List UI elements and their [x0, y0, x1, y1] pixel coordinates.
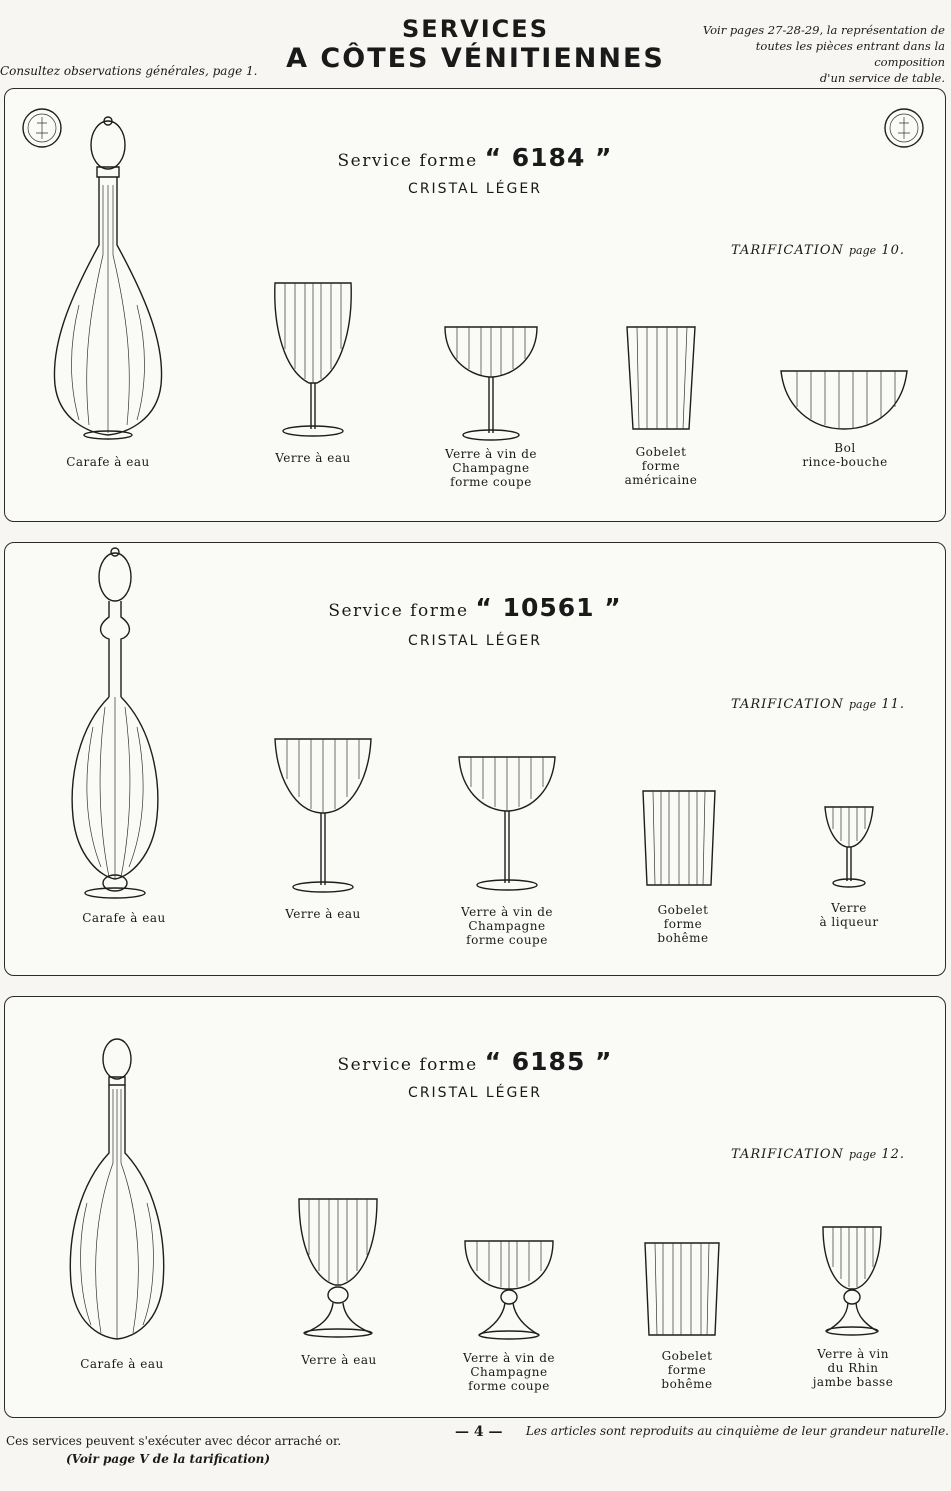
item-caption: Gobelet forme américaine [624, 445, 698, 487]
champagne-coupe-illustration [461, 1237, 557, 1341]
title-line-1: SERVICES [402, 15, 549, 43]
tumbler-illustration [643, 1241, 721, 1339]
item-caption: Gobelet forme bohême [661, 1349, 713, 1391]
service-panel-6185 [4, 996, 946, 1418]
tarification-ref: TARIFICATION page 11. [730, 697, 905, 712]
item-caption: Verre à vin de Champagne forme coupe [461, 905, 553, 947]
carafe-illustration [63, 1033, 171, 1343]
service-title: Service forme “ 6184 ” [337, 143, 613, 172]
item-caption: Bol rince-bouche [802, 441, 888, 469]
water-glass-illustration [271, 735, 375, 895]
footer-note: Ces services peuvent s'exécuter avec décor arraché or. (Voir page V de la tarification) [6, 1434, 342, 1466]
tarification-ref: TARIFICATION page 12. [730, 1147, 905, 1162]
item-caption: Verre à vin du Rhin jambe basse [812, 1347, 894, 1389]
service-panel-6184 [4, 88, 946, 522]
item-caption: Carafe à eau [66, 455, 150, 469]
rhine-wine-glass-illustration [819, 1223, 885, 1339]
item-caption: Carafe à eau [80, 1357, 164, 1371]
tumbler-illustration [641, 789, 717, 889]
carafe-illustration [49, 115, 167, 441]
service-number: “ 6185 ” [484, 1047, 613, 1076]
service-title: Service forme “ 10561 ” [328, 593, 622, 622]
header-left-note: Consultez observations générales, page 1. [0, 64, 258, 78]
item-caption: Verre à liqueur [819, 901, 879, 929]
item-caption: Verre à eau [285, 907, 361, 921]
service-title: Service forme “ 6185 ” [337, 1047, 613, 1076]
header-right-note: Voir pages 27-28-29, la représentation de toutes les pièces entrant dans la composition d'un service de table. [702, 23, 945, 85]
water-glass-illustration [269, 279, 357, 439]
carafe-illustration [65, 547, 165, 899]
service-number: “ 6184 ” [484, 143, 613, 172]
footer-scale-note: Les articles sont reproduits au cinquième de leur grandeur naturelle. [525, 1424, 949, 1438]
service-subtitle: CRISTAL LÉGER [408, 1085, 542, 1101]
page-number: — 4 — [455, 1424, 503, 1440]
champagne-coupe-illustration [441, 323, 541, 443]
service-subtitle: CRISTAL LÉGER [408, 181, 542, 197]
liqueur-glass-illustration [823, 805, 875, 889]
tarification-ref: TARIFICATION page 10. [730, 243, 905, 258]
item-caption: Gobelet forme bohême [657, 903, 709, 945]
water-glass-illustration [295, 1195, 381, 1339]
finger-bowl-illustration [777, 367, 911, 433]
item-caption: Verre à vin de Champagne forme coupe [445, 447, 537, 489]
service-subtitle: CRISTAL LÉGER [408, 633, 542, 649]
item-caption: Verre à eau [275, 451, 351, 465]
service-panel-10561 [4, 542, 946, 976]
champagne-coupe-illustration [455, 753, 559, 893]
item-caption: Verre à vin de Champagne forme coupe [463, 1351, 555, 1393]
item-caption: Verre à eau [301, 1353, 377, 1367]
service-number: “ 10561 ” [475, 593, 622, 622]
title-line-2: A CÔTES VÉNITIENNES [286, 43, 665, 74]
item-caption: Carafe à eau [82, 911, 166, 925]
tumbler-illustration [625, 325, 697, 433]
